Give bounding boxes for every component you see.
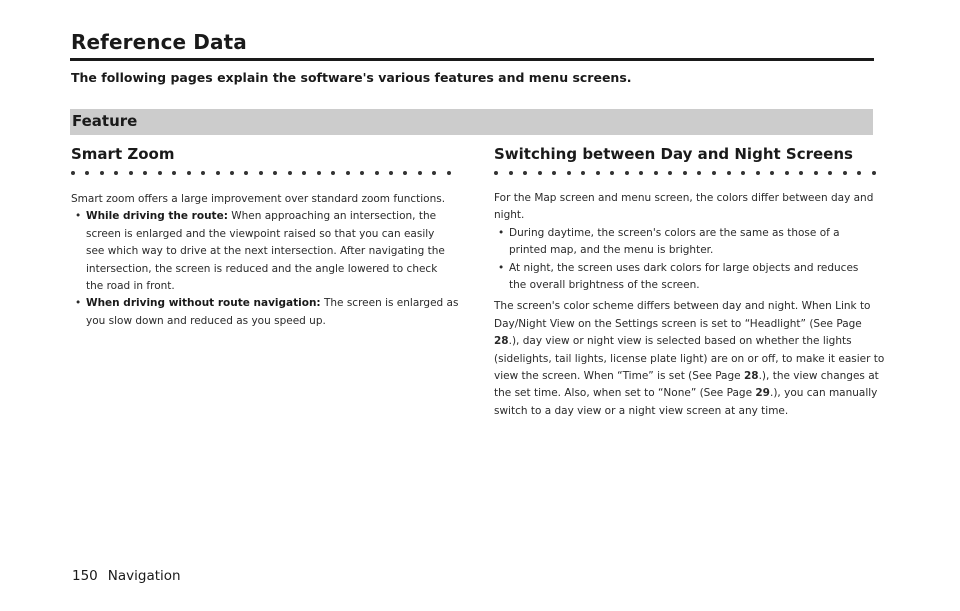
list-item-text: intersection, the screen is reduced and the angle lowered to check [86,262,438,275]
divider-dot [712,171,716,175]
divider-dot [857,171,861,175]
list-item-text: At night, the screen uses dark colors for large objects and reduces [509,261,859,274]
divider-dot [331,171,335,175]
list-item [71,295,459,330]
divider-dot [552,171,556,175]
divider-dot [828,171,832,175]
page-intro: The following pages explain the software's various features and menu screens. [71,70,632,85]
divider-dot [668,171,672,175]
list-item-text: screen is enlarged and the viewpoint raised so that you can easily [86,227,435,240]
paragraph-line: .), day view or night view is selected based on whether the lights [508,335,852,348]
list-item-text: During daytime, the screen's colors are the same as those of a [509,226,840,239]
divider-dot [770,171,774,175]
divider-dot [114,171,118,175]
divider-dot [216,171,220,175]
day-night-section [494,143,885,420]
smart-zoom-intro: Smart zoom offers a large improvement over standard zoom functions. [71,193,446,205]
page-reference-link[interactable]: 28 [494,335,509,348]
divider-dot [302,171,306,175]
page-reference-link[interactable]: 28 [743,370,759,383]
list-item-text: The screen is enlarged as [323,297,459,310]
divider-dot [403,171,407,175]
list-item-term: When driving without route navigation: [86,297,321,310]
divider-dot [346,171,350,175]
divider-dot [814,171,818,175]
divider-dot [683,171,687,175]
divider-dot [418,171,422,175]
paragraph-line: .), the view changes at [758,370,879,383]
smart-zoom-section [71,143,459,330]
list-item [71,208,451,295]
divider-dot [625,171,629,175]
divider-dot [201,171,205,175]
footer-section-name: Navigation [107,568,181,584]
divider-dot [432,171,436,175]
divider-dot [756,171,760,175]
paragraph-line: switch to a day view or a night view screen at any time. [494,404,789,417]
divider-dot [523,171,527,175]
day-night-intro-text: night. [494,209,525,222]
divider-dot [697,171,701,175]
paragraph-line: the set time. Also, when set to “None” (See Page [494,387,756,400]
divider-dot [71,171,75,175]
divider-dot [741,171,745,175]
page-title: Reference Data [71,30,247,54]
list-item-text: printed map, and the menu is brighter. [509,244,714,257]
divider-dot [143,171,147,175]
divider-dot [172,171,176,175]
divider-dot [100,171,104,175]
divider-dot [317,171,321,175]
divider-dot [187,171,191,175]
smart-zoom-heading: Smart Zoom [71,145,175,163]
page-footer [72,568,181,584]
divider-dot [288,171,292,175]
list-item-text: When approaching an intersection, the [231,210,437,223]
list-item [494,260,876,295]
divider-dot [596,171,600,175]
title-rule [70,58,874,61]
paragraph-line: view the screen. When “Time” is set (See Page [494,370,744,383]
list-item-text: the road in front. [86,280,175,293]
divider-dot [259,171,263,175]
paragraph-line: (sidelights, tail lights, license plate light) are on or off, to make it easier to [494,352,885,365]
divider-dot [581,171,585,175]
divider-dot [538,171,542,175]
divider-dot [509,171,513,175]
list-item [494,225,876,260]
page-reference-link[interactable]: 29 [755,387,770,400]
list-item-text: you slow down and reduced as you speed up. [86,314,326,327]
divider-dot [360,171,364,175]
divider-dot [872,171,876,175]
divider-dot [158,171,162,175]
feature-section-label: Feature [72,112,138,130]
divider-dot [654,171,658,175]
day-night-paragraph [494,298,885,420]
feature-section-bar [70,109,873,135]
divider-dot [567,171,571,175]
paragraph-line: The screen's color scheme differs between day and night. When Link to [494,300,871,313]
divider-dot [129,171,133,175]
divider-dot [610,171,614,175]
day-night-intro-text: For the Map screen and menu screen, the colors differ between day and [494,192,874,204]
divider-dot [843,171,847,175]
list-item-text: see which way to drive at the next intersection. After navigating the [86,245,445,258]
list-item-text: the overall brightness of the screen. [509,279,700,292]
list-item-term: While driving the route: [86,210,228,223]
divider-dot [230,171,234,175]
divider-dot [375,171,379,175]
page-number: 150 [72,568,98,584]
dot-divider [71,168,451,178]
divider-dot [447,171,451,175]
divider-dot [799,171,803,175]
paragraph-line: Day/Night View on the Settings screen is set to “Headlight” (See Page [494,317,862,330]
divider-dot [639,171,643,175]
day-night-intro [494,190,876,225]
divider-dot [727,171,731,175]
divider-dot [389,171,393,175]
divider-dot [244,171,248,175]
day-night-heading: Switching between Day and Night Screens [494,145,853,163]
divider-dot [85,171,89,175]
divider-dot [273,171,277,175]
dot-divider [494,168,876,178]
paragraph-line: .), you can manually [770,387,878,400]
divider-dot [494,171,498,175]
divider-dot [785,171,789,175]
